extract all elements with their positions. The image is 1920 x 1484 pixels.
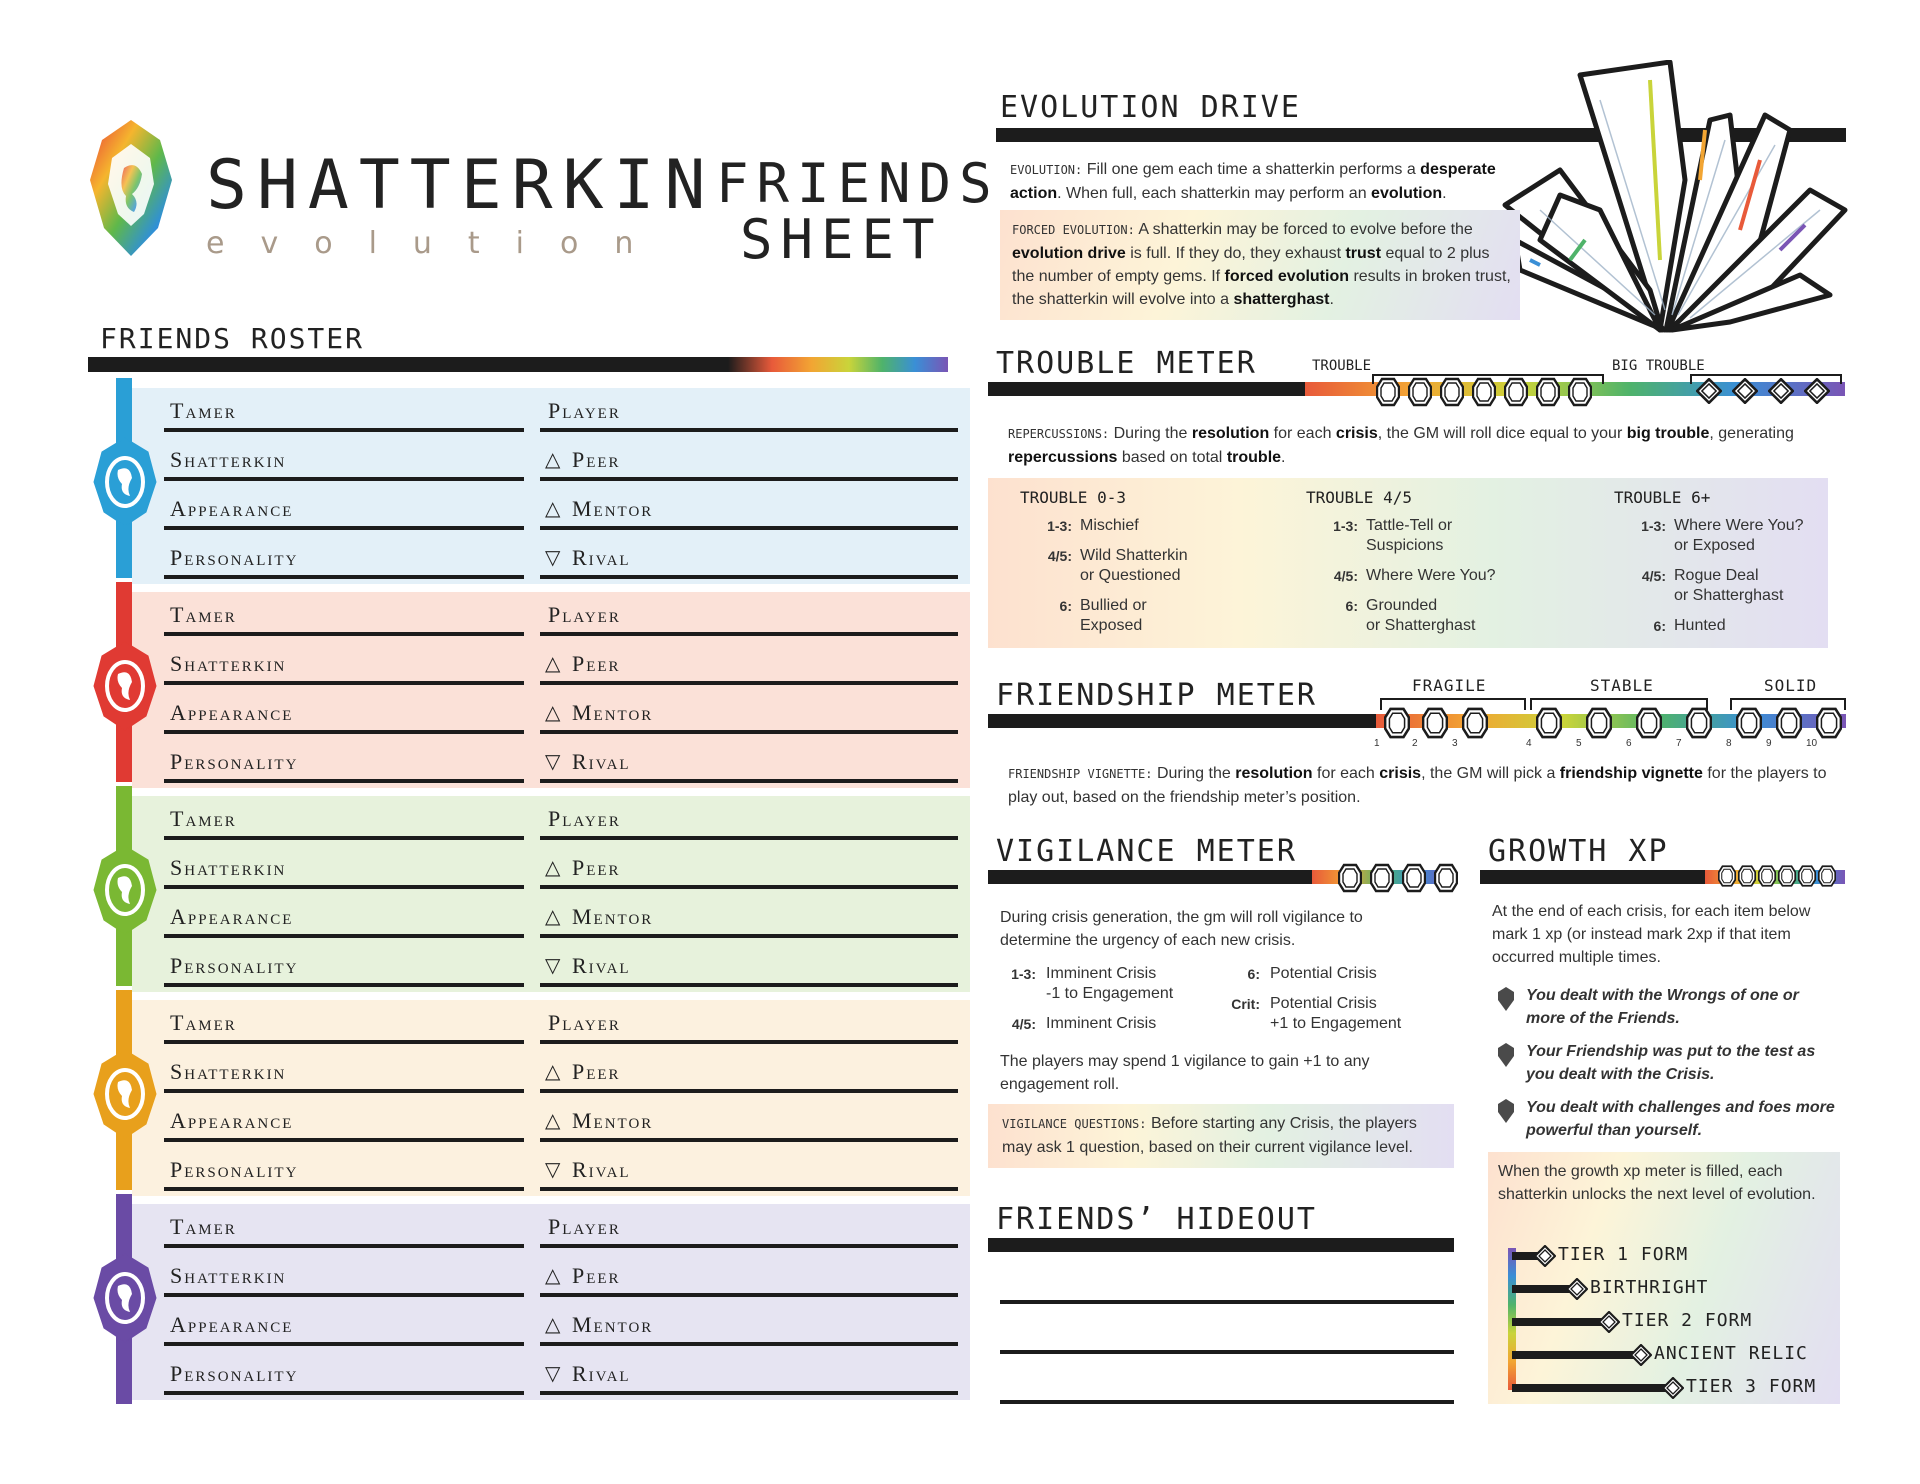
growth-heading: GROWTH XP bbox=[1488, 834, 1669, 869]
friendship-gem-icon[interactable] bbox=[1462, 706, 1488, 740]
triangle-icon: △ bbox=[545, 702, 563, 724]
shatterkin-crest-icon bbox=[92, 1252, 158, 1344]
roster-relation-label: Player bbox=[548, 1214, 621, 1239]
roll-range: 1-3: bbox=[1333, 518, 1358, 534]
roster-field-label: Appearance bbox=[170, 700, 294, 725]
triangle-icon: △ bbox=[545, 653, 563, 675]
roll-range: 6: bbox=[1345, 598, 1358, 614]
trouble-gem-icon[interactable] bbox=[1568, 376, 1592, 408]
big-trouble-diamond-icon[interactable] bbox=[1732, 378, 1758, 404]
hideout-line-3[interactable] bbox=[1000, 1400, 1454, 1404]
roster-header-rainbow bbox=[728, 357, 948, 372]
friendship-gem-number: 1 bbox=[1374, 738, 1380, 749]
roster-relation-label: Rival bbox=[572, 749, 631, 774]
friendship-group-label: STABLE bbox=[1590, 676, 1654, 695]
hideout-header-bar bbox=[988, 1238, 1454, 1252]
roster-write-line[interactable] bbox=[540, 1244, 958, 1248]
roster-field-label: Appearance bbox=[170, 1312, 294, 1337]
tier-diamond-icon[interactable] bbox=[1662, 1377, 1684, 1399]
friendship-gem-icon[interactable] bbox=[1536, 706, 1562, 740]
trouble-gem-icon[interactable] bbox=[1440, 376, 1464, 408]
friendship-gem-icon[interactable] bbox=[1776, 706, 1802, 740]
shatterkin-crest-icon bbox=[92, 436, 158, 528]
triangle-icon: △ bbox=[545, 1110, 563, 1132]
roll-range: 4/5: bbox=[1047, 548, 1072, 564]
friendship-vignette-rule: FRIENDSHIP VIGNETTE: During the resolution for each crisis, the GM will pick a friendship vignette for the players to play out, based on the friendship meter’s position. bbox=[1008, 765, 1827, 806]
trouble-gem-icon[interactable] bbox=[1536, 376, 1560, 408]
tier-diamond-icon[interactable] bbox=[1534, 1245, 1556, 1267]
roster-write-line[interactable] bbox=[164, 934, 524, 938]
friendship-gem-number: 8 bbox=[1726, 738, 1732, 749]
growth-intro: At the end of each crisis, for each item below mark 1 xp (or instead mark 2xp if that item occurred multiple times. bbox=[1492, 903, 1811, 966]
forced-evolution-rule: FORCED EVOLUTION: A shatterkin may be forced to evolve before the evolution drive is full. If they do, they exhaust trust equal to 2 plus the number of empty gems. If forced evolution results in broken trust, the shatterkin will evolve into a shatterghast. bbox=[1012, 221, 1511, 308]
roster-write-line[interactable] bbox=[540, 779, 958, 783]
shatterkin-crest-icon bbox=[92, 640, 158, 732]
roster-write-line[interactable] bbox=[540, 885, 958, 889]
tier-label: TIER 2 FORM bbox=[1622, 1310, 1753, 1331]
growth-header-bar bbox=[1480, 870, 1720, 884]
friendship-gem-number: 10 bbox=[1806, 738, 1818, 749]
sheet-title-line-1: FRIENDS bbox=[716, 152, 1000, 215]
tier-bar bbox=[1512, 1285, 1572, 1293]
tier-bar bbox=[1512, 1384, 1668, 1392]
rival-triangle-icon: ▽ bbox=[545, 547, 563, 569]
friendship-group-label: SOLID bbox=[1764, 676, 1818, 695]
trouble-column-title: TROUBLE 4/5 bbox=[1306, 488, 1412, 507]
growth-gem-icon[interactable] bbox=[1758, 864, 1776, 888]
roster-write-line[interactable] bbox=[540, 681, 958, 685]
friendship-header-bar bbox=[988, 714, 1378, 728]
big-trouble-diamond-icon[interactable] bbox=[1804, 378, 1830, 404]
shatterkin-crest-icon bbox=[92, 1048, 158, 1140]
rival-triangle-icon: ▽ bbox=[545, 751, 563, 773]
roster-relation-label: Mentor bbox=[572, 700, 654, 725]
roster-relation-label: Peer bbox=[572, 1263, 621, 1288]
roster-write-line[interactable] bbox=[540, 477, 958, 481]
tier-label: TIER 3 FORM bbox=[1686, 1376, 1817, 1397]
roster-field-label: Personality bbox=[170, 1157, 299, 1182]
trouble-column-title: TROUBLE 6+ bbox=[1614, 488, 1711, 507]
evolution-lead: EVOLUTION: bbox=[1010, 163, 1083, 177]
tier-label: BIRTHRIGHT bbox=[1590, 1277, 1709, 1298]
roster-field-label: Shatterkin bbox=[170, 651, 287, 676]
roster-write-line[interactable] bbox=[164, 477, 524, 481]
repercussion-result: Mischief bbox=[1080, 517, 1139, 534]
growth-filled-text: When the growth xp meter is filled, each shatterkin unlocks the next level of evolution. bbox=[1498, 1163, 1816, 1203]
roster-write-line[interactable] bbox=[540, 428, 958, 432]
growth-gem-icon[interactable] bbox=[1778, 864, 1796, 888]
growth-gem-icon[interactable] bbox=[1718, 864, 1736, 888]
growth-gem-icon[interactable] bbox=[1738, 864, 1756, 888]
big-trouble-label: BIG TROUBLE bbox=[1612, 358, 1705, 374]
triangle-icon: △ bbox=[545, 1061, 563, 1083]
roster-relation-label: Mentor bbox=[572, 496, 654, 521]
roster-write-line[interactable] bbox=[164, 1342, 524, 1346]
roster-field-label: Personality bbox=[170, 545, 299, 570]
vigilance-result: Imminent Crisis bbox=[1046, 1015, 1157, 1032]
vigilance-header-bar bbox=[988, 870, 1318, 884]
roster-write-line[interactable] bbox=[540, 1187, 958, 1191]
vigilance-result: Potential Crisis +1 to Engagement bbox=[1270, 995, 1402, 1032]
rival-triangle-icon: ▽ bbox=[545, 1159, 563, 1181]
roster-write-line[interactable] bbox=[540, 934, 958, 938]
vigilance-gem-icon[interactable] bbox=[1434, 862, 1458, 894]
friendship-gem-icon[interactable] bbox=[1816, 706, 1842, 740]
roster-write-line[interactable] bbox=[540, 1040, 958, 1044]
big-trouble-diamond-icon[interactable] bbox=[1768, 378, 1794, 404]
vigilance-gem-icon[interactable] bbox=[1402, 862, 1426, 894]
trouble-gem-icon[interactable] bbox=[1504, 376, 1528, 408]
roll-range: 6: bbox=[1059, 598, 1072, 614]
friendship-gem-icon[interactable] bbox=[1636, 706, 1662, 740]
vigilance-heading: VIGILANCE METER bbox=[996, 834, 1297, 869]
roster-write-line[interactable] bbox=[164, 885, 524, 889]
growth-xp-trigger: You dealt with the Wrongs of one or more of the Friends. bbox=[1526, 987, 1799, 1027]
roster-write-line[interactable] bbox=[164, 1244, 524, 1248]
tier-label: TIER 1 FORM bbox=[1558, 1244, 1689, 1265]
roster-write-line[interactable] bbox=[164, 836, 524, 840]
hideout-line-2[interactable] bbox=[1000, 1350, 1454, 1354]
trouble-heading: TROUBLE METER bbox=[996, 346, 1257, 381]
evolution-rule: EVOLUTION: Fill one gem each time a shatterkin performs a desperate action. When full, each shatterkin may perform an evolution. bbox=[1010, 161, 1496, 202]
roster-relation-label: Player bbox=[548, 806, 621, 831]
tier-bar bbox=[1512, 1318, 1604, 1326]
roster-field-label: Shatterkin bbox=[170, 447, 287, 472]
roster-field-label: Tamer bbox=[170, 1214, 237, 1239]
tier-label: ANCIENT RELIC bbox=[1654, 1343, 1808, 1364]
friendship-gem-number: 2 bbox=[1412, 738, 1418, 749]
roster-relation-label: Rival bbox=[572, 1157, 631, 1182]
roster-field-label: Tamer bbox=[170, 1010, 237, 1035]
roster-write-line[interactable] bbox=[164, 983, 524, 987]
roster-relation-label: Peer bbox=[572, 651, 621, 676]
vigilance-result: Imminent Crisis -1 to Engagement bbox=[1046, 965, 1174, 1002]
roster-write-line[interactable] bbox=[540, 1089, 958, 1093]
roster-write-line[interactable] bbox=[540, 632, 958, 636]
tier-diamond-icon[interactable] bbox=[1566, 1278, 1588, 1300]
roster-field-label: Personality bbox=[170, 1361, 299, 1386]
trouble-header-bar bbox=[988, 382, 1308, 396]
roster-write-line[interactable] bbox=[540, 1293, 958, 1297]
roster-write-line[interactable] bbox=[164, 526, 524, 530]
roster-write-line[interactable] bbox=[164, 428, 524, 432]
roster-relation-label: Mentor bbox=[572, 1312, 654, 1337]
friendship-gem-icon[interactable] bbox=[1686, 706, 1712, 740]
hideout-heading: FRIENDS’ HIDEOUT bbox=[996, 1202, 1317, 1237]
roster-field-label: Shatterkin bbox=[170, 855, 287, 880]
roster-relation-label: Player bbox=[548, 602, 621, 627]
repercussion-result: Wild Shatterkin or Questioned bbox=[1080, 547, 1188, 584]
rival-triangle-icon: ▽ bbox=[545, 1363, 563, 1385]
friendship-gem-icon[interactable] bbox=[1384, 706, 1410, 740]
triangle-icon: △ bbox=[545, 906, 563, 928]
roster-write-line[interactable] bbox=[540, 1391, 958, 1395]
roster-write-line[interactable] bbox=[164, 1040, 524, 1044]
evolution-gems-illustration-icon bbox=[1500, 60, 1860, 340]
repercussion-result: Grounded or Shatterghast bbox=[1366, 597, 1476, 634]
roster-field-label: Appearance bbox=[170, 1108, 294, 1133]
roster-write-line[interactable] bbox=[164, 779, 524, 783]
roster-write-line[interactable] bbox=[164, 1089, 524, 1093]
vigilance-roll-range: 6: bbox=[1247, 966, 1260, 982]
roster-write-line[interactable] bbox=[164, 1138, 524, 1142]
friendship-gem-number: 7 bbox=[1676, 738, 1682, 749]
trouble-label: TROUBLE bbox=[1312, 358, 1372, 374]
vigilance-gem-icon[interactable] bbox=[1370, 862, 1394, 894]
friendship-gem-number: 6 bbox=[1626, 738, 1632, 749]
roster-relation-label: Peer bbox=[572, 1059, 621, 1084]
repercussion-result: Tattle-Tell or Suspicions bbox=[1366, 517, 1453, 554]
roster-write-line[interactable] bbox=[164, 1187, 524, 1191]
friendship-gem-number: 3 bbox=[1452, 738, 1458, 749]
triangle-icon: △ bbox=[545, 1265, 563, 1287]
tier-diamond-icon[interactable] bbox=[1598, 1311, 1620, 1333]
roster-write-line[interactable] bbox=[540, 730, 958, 734]
friendship-gem-icon[interactable] bbox=[1586, 706, 1612, 740]
repercussion-result: Where Were You? or Exposed bbox=[1674, 517, 1804, 554]
roster-relation-label: Rival bbox=[572, 953, 631, 978]
roster-relation-label: Player bbox=[548, 398, 621, 423]
roster-field-label: Tamer bbox=[170, 806, 237, 831]
triangle-icon: △ bbox=[545, 857, 563, 879]
growth-gem-icon[interactable] bbox=[1818, 864, 1836, 888]
hideout-line-1[interactable] bbox=[1000, 1300, 1454, 1304]
roster-write-line[interactable] bbox=[540, 836, 958, 840]
roster-relation-label: Rival bbox=[572, 1361, 631, 1386]
sheet-title-line-2: SHEET bbox=[740, 208, 943, 271]
vigilance-intro: During crisis generation, the gm will roll vigilance to determine the urgency of each new crisis. bbox=[1000, 909, 1363, 949]
tier-bar bbox=[1512, 1351, 1636, 1359]
repercussion-result: Bullied or Exposed bbox=[1080, 597, 1147, 634]
vigilance-questions-rule: VIGILANCE QUESTIONS: Before starting any Crisis, the players may ask 1 question, based on their current vigilance level. bbox=[1002, 1115, 1417, 1156]
trouble-column-title: TROUBLE 0-3 bbox=[1020, 488, 1126, 507]
roster-field-label: Personality bbox=[170, 953, 299, 978]
roster-relation-label: Rival bbox=[572, 545, 631, 570]
roster-write-line[interactable] bbox=[540, 983, 958, 987]
triangle-icon: △ bbox=[545, 498, 563, 520]
vigilance-roll-range: 1-3: bbox=[1011, 966, 1036, 982]
xp-marker-icon[interactable] bbox=[1496, 986, 1516, 1012]
xp-marker-icon[interactable] bbox=[1496, 1042, 1516, 1068]
roster-field-label: Appearance bbox=[170, 904, 294, 929]
growth-gem-icon[interactable] bbox=[1798, 864, 1816, 888]
friendship-group-label: FRAGILE bbox=[1412, 676, 1487, 695]
friendship-gem-icon[interactable] bbox=[1736, 706, 1762, 740]
shatterkin-crest-icon bbox=[92, 844, 158, 936]
trouble-gem-icon[interactable] bbox=[1376, 376, 1400, 408]
roster-relation-label: Mentor bbox=[572, 904, 654, 929]
roster-heading: FRIENDS ROSTER bbox=[100, 322, 365, 355]
vigilance-result: Potential Crisis bbox=[1270, 965, 1377, 982]
roster-write-line[interactable] bbox=[164, 1293, 524, 1297]
friendship-heading: FRIENDSHIP METER bbox=[996, 678, 1317, 713]
vigilance-roll-range: 4/5: bbox=[1011, 1016, 1036, 1032]
vigilance-gem-icon[interactable] bbox=[1338, 862, 1362, 894]
roster-write-line[interactable] bbox=[540, 1138, 958, 1142]
roster-field-label: Appearance bbox=[170, 496, 294, 521]
repercussion-result: Hunted bbox=[1674, 617, 1726, 634]
roster-write-line[interactable] bbox=[540, 526, 958, 530]
evolution-heading: EVOLUTION DRIVE bbox=[1000, 90, 1301, 125]
tier-diamond-icon[interactable] bbox=[1630, 1344, 1652, 1366]
friendship-gem-icon[interactable] bbox=[1422, 706, 1448, 740]
roster-field-label: Shatterkin bbox=[170, 1263, 287, 1288]
logo-title: SHATTERKIN bbox=[206, 146, 716, 225]
roll-range: 1-3: bbox=[1047, 518, 1072, 534]
rival-triangle-icon: ▽ bbox=[545, 955, 563, 977]
roster-relation-label: Peer bbox=[572, 447, 621, 472]
roster-write-line[interactable] bbox=[540, 575, 958, 579]
roster-write-line[interactable] bbox=[164, 575, 524, 579]
roster-field-label: Tamer bbox=[170, 602, 237, 627]
big-trouble-diamond-icon[interactable] bbox=[1696, 378, 1722, 404]
roster-relation-label: Peer bbox=[572, 855, 621, 880]
repercussion-result: Rogue Deal or Shatterghast bbox=[1674, 567, 1784, 604]
roll-range: 4/5: bbox=[1641, 568, 1666, 584]
repercussions-rule: REPERCUSSIONS: During the resolution for each crisis, the GM will roll dice equal to your big trouble, generating repercussions based on total trouble. bbox=[1008, 425, 1794, 466]
roster-relation-label: Mentor bbox=[572, 1108, 654, 1133]
roster-write-line[interactable] bbox=[164, 730, 524, 734]
roster-field-label: Personality bbox=[170, 749, 299, 774]
friendship-gem-number: 9 bbox=[1766, 738, 1772, 749]
roll-range: 1-3: bbox=[1641, 518, 1666, 534]
shatterkin-logo-crest-icon bbox=[88, 118, 174, 258]
roster-write-line[interactable] bbox=[164, 1391, 524, 1395]
triangle-icon: △ bbox=[545, 1314, 563, 1336]
triangle-icon: △ bbox=[545, 449, 563, 471]
trouble-gem-icon[interactable] bbox=[1408, 376, 1432, 408]
roll-range: 4/5: bbox=[1333, 568, 1358, 584]
growth-xp-trigger: You dealt with challenges and foes more powerful than yourself. bbox=[1526, 1099, 1835, 1139]
trouble-gem-icon[interactable] bbox=[1472, 376, 1496, 408]
growth-xp-trigger: Your Friendship was put to the test as you dealt with the Crisis. bbox=[1526, 1043, 1816, 1083]
repercussion-result: Where Were You? bbox=[1366, 567, 1496, 584]
roster-field-label: Tamer bbox=[170, 398, 237, 423]
xp-marker-icon[interactable] bbox=[1496, 1098, 1516, 1124]
vigilance-spend: The players may spend 1 vigilance to gain +1 to any engagement roll. bbox=[1000, 1053, 1370, 1093]
roll-range: 6: bbox=[1653, 618, 1666, 634]
roster-write-line[interactable] bbox=[540, 1342, 958, 1346]
roster-write-line[interactable] bbox=[164, 681, 524, 685]
friendship-gem-number: 4 bbox=[1526, 738, 1532, 749]
roster-write-line[interactable] bbox=[164, 632, 524, 636]
roster-field-label: Shatterkin bbox=[170, 1059, 287, 1084]
logo-subtitle: evolution bbox=[206, 226, 670, 261]
friendship-gem-number: 5 bbox=[1576, 738, 1582, 749]
roster-relation-label: Player bbox=[548, 1010, 621, 1035]
vigilance-roll-range: Crit: bbox=[1231, 996, 1260, 1012]
